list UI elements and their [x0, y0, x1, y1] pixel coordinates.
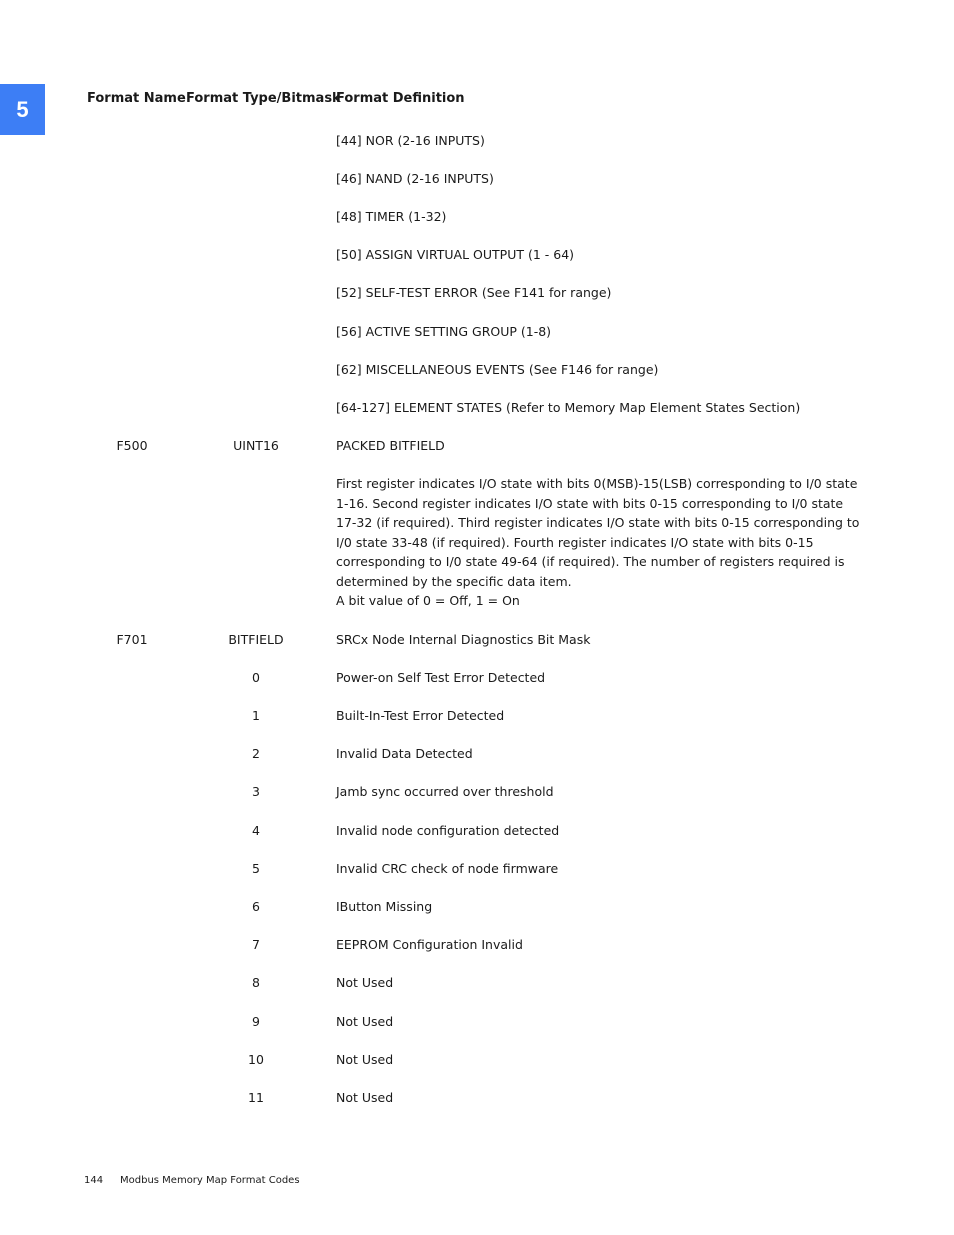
definition-text: Invalid node configuration detected: [336, 823, 560, 838]
format-type-cell: 1: [252, 708, 260, 723]
format-definition-cell: [336, 821, 866, 841]
format-definition-cell: [336, 859, 866, 879]
format-type-cell: 11: [248, 1090, 264, 1105]
format-type-cell: UINT16: [233, 438, 279, 453]
format-definition-cell: [336, 1088, 866, 1108]
definition-text: [46] NAND (2-16 INPUTS): [336, 171, 494, 186]
format-definition-cell: [336, 131, 866, 151]
definition-text: First register indicates I/O state with bits 0(MSB)-15(LSB) corresponding to I/0 state 1-16. Second register indicates I/O state with bits 0-15 corresponding to I/0 state 17-32 (if required). Third register indicates I/O state with bits 0-15 corresponding to I/0 state 33-48 (if required). Fourth register indicates I/O state with bits 0-15 corresponding to I/0 state 49-64 (if required). The number of registers required is determined by the specific data item.: [336, 476, 860, 589]
definition-text: [50] ASSIGN VIRTUAL OUTPUT (1 - 64): [336, 247, 575, 262]
footer-section-title: Modbus Memory Map Format Codes: [120, 1175, 300, 1186]
definition-text: Invalid CRC check of node firmware: [336, 861, 559, 876]
definition-text: [48] TIMER (1-32): [336, 209, 447, 224]
format-definition-cell: [336, 436, 866, 456]
format-name-cell: F500: [116, 438, 148, 453]
definition-text: A bit value of 0 = Off, 1 = On: [336, 593, 520, 608]
format-type-cell: 3: [252, 784, 260, 799]
format-type-cell: 6: [252, 899, 260, 914]
definition-text: EEPROM Configuration Invalid: [336, 937, 523, 952]
definition-text: Built-In-Test Error Detected: [336, 708, 505, 723]
format-definition-cell: [336, 1012, 866, 1032]
definition-text: Not Used: [336, 975, 394, 990]
format-definition-cell: [336, 283, 866, 303]
definition-text: [64-127] ELEMENT STATES (Refer to Memory Map Element States Section): [336, 400, 801, 415]
chapter-tab: 5: [0, 84, 45, 135]
format-definition-cell: [336, 1050, 866, 1070]
format-definition-cell: [336, 897, 866, 917]
definition-text: [56] ACTIVE SETTING GROUP (1-8): [336, 324, 552, 339]
format-definition-cell: [336, 973, 866, 993]
format-definition-cell: [336, 360, 866, 380]
format-definition-cell: [336, 169, 866, 189]
definition-text: [44] NOR (2-16 INPUTS): [336, 133, 485, 148]
definition-text: Not Used: [336, 1090, 394, 1105]
format-definition-cell: [336, 322, 866, 342]
format-type-cell: 0: [252, 670, 260, 685]
format-definition-cell: [336, 245, 866, 265]
definition-text: Not Used: [336, 1014, 394, 1029]
format-definition-cell: [336, 207, 866, 227]
format-type-cell: 4: [252, 823, 260, 838]
definition-text: Power-on Self Test Error Detected: [336, 670, 546, 685]
format-definition-cell: [336, 782, 866, 802]
format-definition-cell: [336, 474, 866, 611]
format-definition-cell: [336, 398, 866, 418]
format-type-cell: BITFIELD: [228, 632, 284, 647]
definition-text: IButton Missing: [336, 899, 433, 914]
format-definition-cell: [336, 744, 866, 764]
definition-text: Not Used: [336, 1052, 394, 1067]
page-number: 144: [84, 1175, 104, 1186]
format-type-cell: 10: [248, 1052, 264, 1067]
definition-text: [52] SELF-TEST ERROR (See F141 for range): [336, 285, 612, 300]
format-type-cell: 7: [252, 937, 260, 952]
header-format-name: Format Name: [87, 91, 186, 106]
definition-text: SRCx Node Internal Diagnostics Bit Mask: [336, 632, 591, 647]
definition-text: [62] MISCELLANEOUS EVENTS (See F146 for range): [336, 362, 659, 377]
definition-text: Invalid Data Detected: [336, 746, 473, 761]
format-type-cell: 9: [252, 1014, 260, 1029]
format-type-cell: 5: [252, 861, 260, 876]
format-name-cell: F701: [116, 632, 148, 647]
format-definition-cell: [336, 668, 866, 688]
format-definition-cell: [336, 935, 866, 955]
definition-text: PACKED BITFIELD: [336, 438, 445, 453]
header-format-type: Format Type/Bitmask: [186, 91, 341, 106]
header-format-definition: Format Definition: [336, 91, 465, 106]
format-definition-cell: [336, 630, 866, 650]
definition-text: Jamb sync occurred over threshold: [336, 784, 554, 799]
format-type-cell: 8: [252, 975, 260, 990]
format-type-cell: 2: [252, 746, 260, 761]
format-definition-cell: [336, 706, 866, 726]
